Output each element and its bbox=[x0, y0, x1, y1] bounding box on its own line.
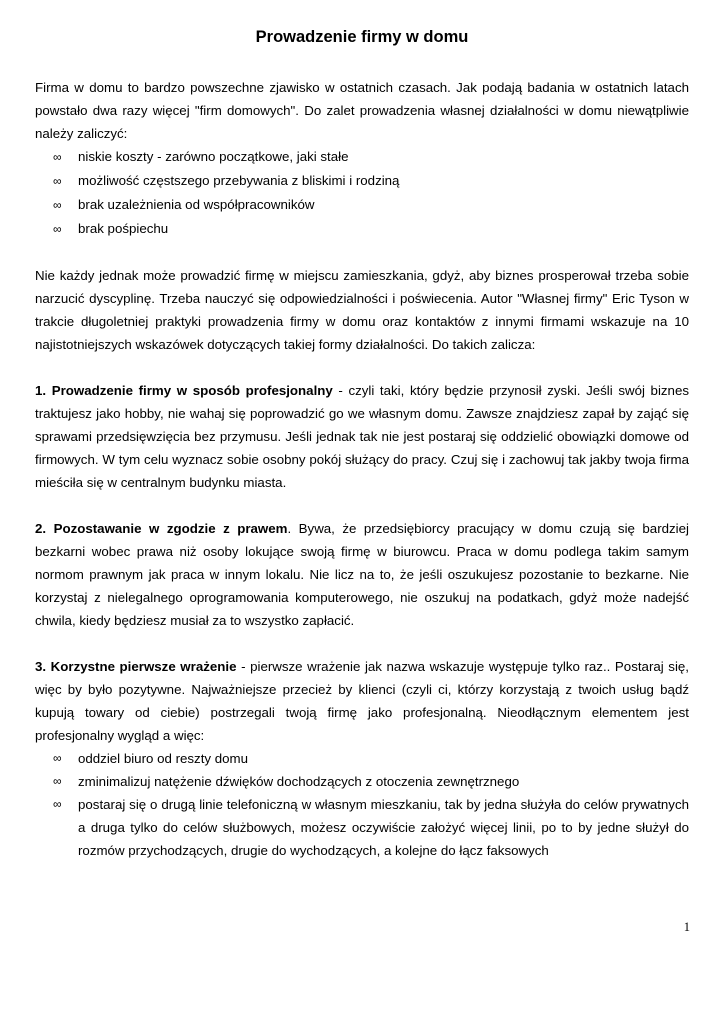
list-item: ∞ brak uzależnienia od współpracowników bbox=[35, 193, 689, 217]
list-item: ∞ możliwość częstszego przebywania z bliskimi i rodziną bbox=[35, 169, 689, 193]
document-body bbox=[35, 76, 689, 862]
infinity-bullet-icon: ∞ bbox=[53, 797, 62, 811]
paragraph-2: Nie każdy jednak może prowadzić firmę w miejscu zamieszkania, gdyż, aby biznes prosperował trzeba sobie narzucić dyscyplinę. Trzeba nauczyć się odpowiedzialności i poświecenia. Autor "Własnej firmy" Eric Tyson w trakcie długoletniej praktyki prowadzenia firmy w domu oraz kontaktów z innymi firmami wskazuje na 10 najistotniejszych wskazówek dotyczących takiej formy działalności. Do takich zalicza: bbox=[35, 268, 689, 352]
list-item: ∞ brak pośpiechu bbox=[35, 217, 689, 241]
infinity-bullet-icon: ∞ bbox=[53, 174, 62, 188]
intro-paragraph: Firma w domu to bardzo powszechne zjawisko w ostatnich czasach. Jak podają badania w ostatnich latach powstało dwa razy więcej "firm domowych". Do zalet prowadzenia własnej działalności w domu niewątpliwie należy zaliczyć: bbox=[35, 80, 689, 141]
tip-1-heading: 1. Prowadzenie firmy w sposób profesjonalny bbox=[35, 383, 333, 398]
tip-1-paragraph bbox=[35, 379, 689, 494]
tip-3-paragraph bbox=[35, 655, 689, 747]
tip-3-body: - pierwsze wrażenie jak nazwa wskazuje występuje tylko raz.. Postaraj się, więc by było pozytywne. Najważniejsze przecież by klienci (czyli ci, którzy korzystają z twoich usług bądź kupują towary od ciebie) postrzegali twoją firmę jako profesjonalną. Nieodłącznym elementem jest profesjonalny wygląd a więc: bbox=[35, 659, 689, 743]
tip-3-heading: 3. Korzystne pierwsze wrażenie bbox=[35, 659, 237, 674]
advantages-list bbox=[35, 145, 689, 241]
tip-2-heading: 2. Pozostawanie w zgodzie z prawem bbox=[35, 521, 288, 536]
infinity-bullet-icon: ∞ bbox=[53, 222, 62, 236]
list-item: ∞ oddziel biuro od reszty domu bbox=[35, 747, 689, 770]
infinity-bullet-icon: ∞ bbox=[53, 774, 62, 788]
list-item: ∞ niskie koszty - zarówno początkowe, jaki stałe bbox=[35, 145, 689, 169]
tip-1-body: - czyli taki, który będzie przynosił zyski. Jeśli swój biznes traktujesz jako hobby, nie wahaj się poprowadzić go we własnym domu. Zawsze znajdziesz zapał by zająć się sprawami przedsięwzięcia bez przymusu. Jeśli jednak tak nie jest postaraj się oddzielić obowiązki domowe od firmowych. W tym celu wyznacz sobie osobny pokój służący do pracy. Czuj się i zachowuj tak jakby twoja firma mieściła się w centralnym budynku miasta. bbox=[35, 383, 689, 490]
infinity-bullet-icon: ∞ bbox=[53, 198, 62, 212]
document-title: Prowadzenie firmy w domu bbox=[255, 28, 469, 46]
list-item: ∞ postaraj się o drugą linie telefoniczną w własnym mieszkaniu, tak by jedna służyła do celów prywatnych a druga tylko do celów służbowych, możesz oczywiście założyć więcej linii, po to by jedne służył do rozmów przychodzących, drugie do wychodzących, a kolejne do łącz faksowych bbox=[35, 793, 689, 862]
tip-3-list bbox=[35, 747, 689, 862]
list-item: ∞ zminimalizuj natężenie dźwięków dochodzących z otoczenia zewnętrznego bbox=[35, 770, 689, 793]
tip-2-body: . Bywa, że przedsiębiorcy pracujący w domu czują się bardziej bezkarni wobec prawa niż osoby lokujące swoją firmę w biurowcu. Praca w domu podlega takim samym normom prawnym jak praca w innym lokalu. Nie licz na to, że jeśli oszukujesz pozostanie to bezkarne. Nie korzystaj z nielegalnego oprogramowania komputerowego, nie oszukuj na podatkach, gdyż może nadejść chwila, kiedy będziesz musiał za to wszystko zapłacić. bbox=[35, 521, 689, 628]
infinity-bullet-icon: ∞ bbox=[53, 751, 62, 765]
tip-2-paragraph bbox=[35, 517, 689, 632]
page-number: 1 bbox=[683, 920, 690, 934]
infinity-bullet-icon: ∞ bbox=[53, 150, 62, 164]
